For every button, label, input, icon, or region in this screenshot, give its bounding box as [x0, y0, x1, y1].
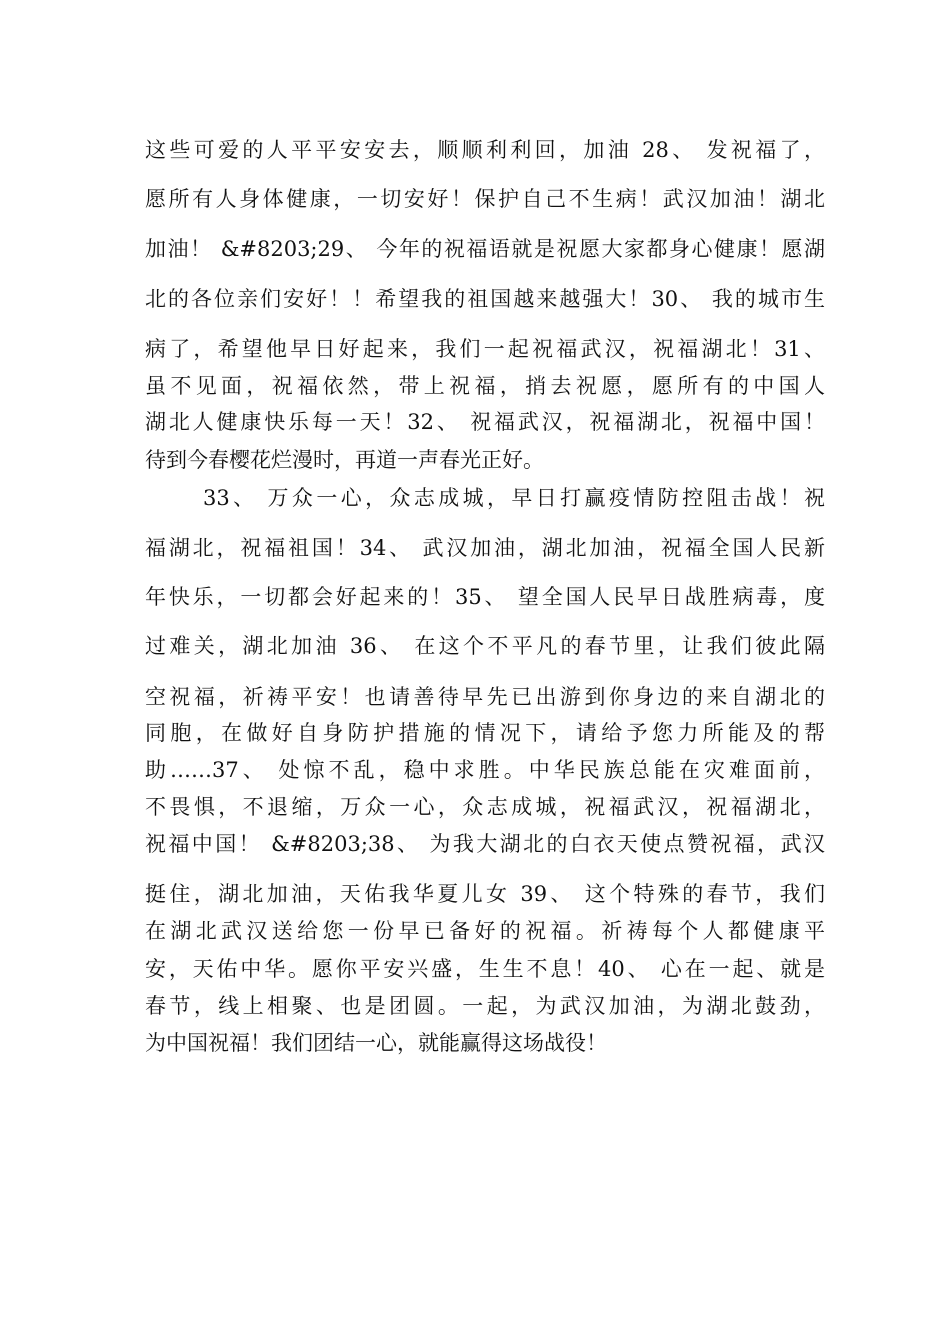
text-line: 湖北人健康快乐每一天！32、 祝福武汉，祝福湖北，祝福中国！ [145, 410, 825, 434]
text-line: 病了，希望他早日好起来，我们一起祝福武汉，祝福湖北！31、 [145, 337, 825, 361]
text-line: 空祝福，祈祷平安！也请善待早先已出游到你身边的来自湖北的 [145, 685, 825, 709]
text-line: 这些可爱的人平平安安去，顺顺利利回，加油 28、 发祝福了， [145, 138, 825, 162]
text-line: 在湖北武汉送给您一份早已备好的祝福。祈祷每个人都健康平 [145, 919, 825, 943]
text-line: 助……37、 处惊不乱，稳中求胜。中华民族总能在灾难面前， [145, 758, 825, 782]
text-line: 虽不见面，祝福依然，带上祝福，捎去祝愿，愿所有的中国人 [145, 374, 825, 398]
text-line: 过难关，湖北加油 36、 在这个不平凡的春节里，让我们彼此隔 [145, 634, 825, 658]
text-line: 福湖北，祝福祖国！34、 武汉加油，湖北加油，祝福全国人民新 [145, 536, 825, 560]
text-line: 待到今春樱花烂漫时，再道一声春光正好。 [145, 448, 544, 472]
text-line: 愿所有人身体健康，一切安好！保护自己不生病！武汉加油！湖北 [145, 187, 825, 211]
text-line: 年快乐，一切都会好起来的！35、 望全国人民早日战胜病毒，度 [145, 585, 825, 609]
text-line: 不畏惧，不退缩，万众一心，众志成城，祝福武汉，祝福湖北， [145, 795, 825, 819]
text-line: 安，天佑中华。愿你平安兴盛，生生不息！40、 心在一起、就是 [145, 957, 825, 981]
text-line: 33、 万众一心，众志成城，早日打赢疫情防控阻击战！祝 [203, 486, 825, 510]
text-line: 同胞，在做好自身防护措施的情况下，请给予您力所能及的帮 [145, 721, 825, 745]
text-line: 春节，线上相聚、也是团圆。一起，为武汉加油，为湖北鼓劲， [145, 994, 825, 1018]
text-line: 为中国祝福！我们团结一心，就能赢得这场战役！ [145, 1031, 607, 1055]
text-line: 挺住，湖北加油，天佑我华夏儿女 39、 这个特殊的春节，我们 [145, 882, 825, 906]
text-line: 加油！ &#8203;29、 今年的祝福语就是祝愿大家都身心健康！愿湖 [145, 237, 825, 261]
text-line: 北的各位亲们安好！！希望我的祖国越来越强大！30、 我的城市生 [145, 287, 825, 311]
text-line: 祝福中国！ &#8203;38、 为我大湖北的白衣天使点赞祝福，武汉 [145, 832, 825, 856]
